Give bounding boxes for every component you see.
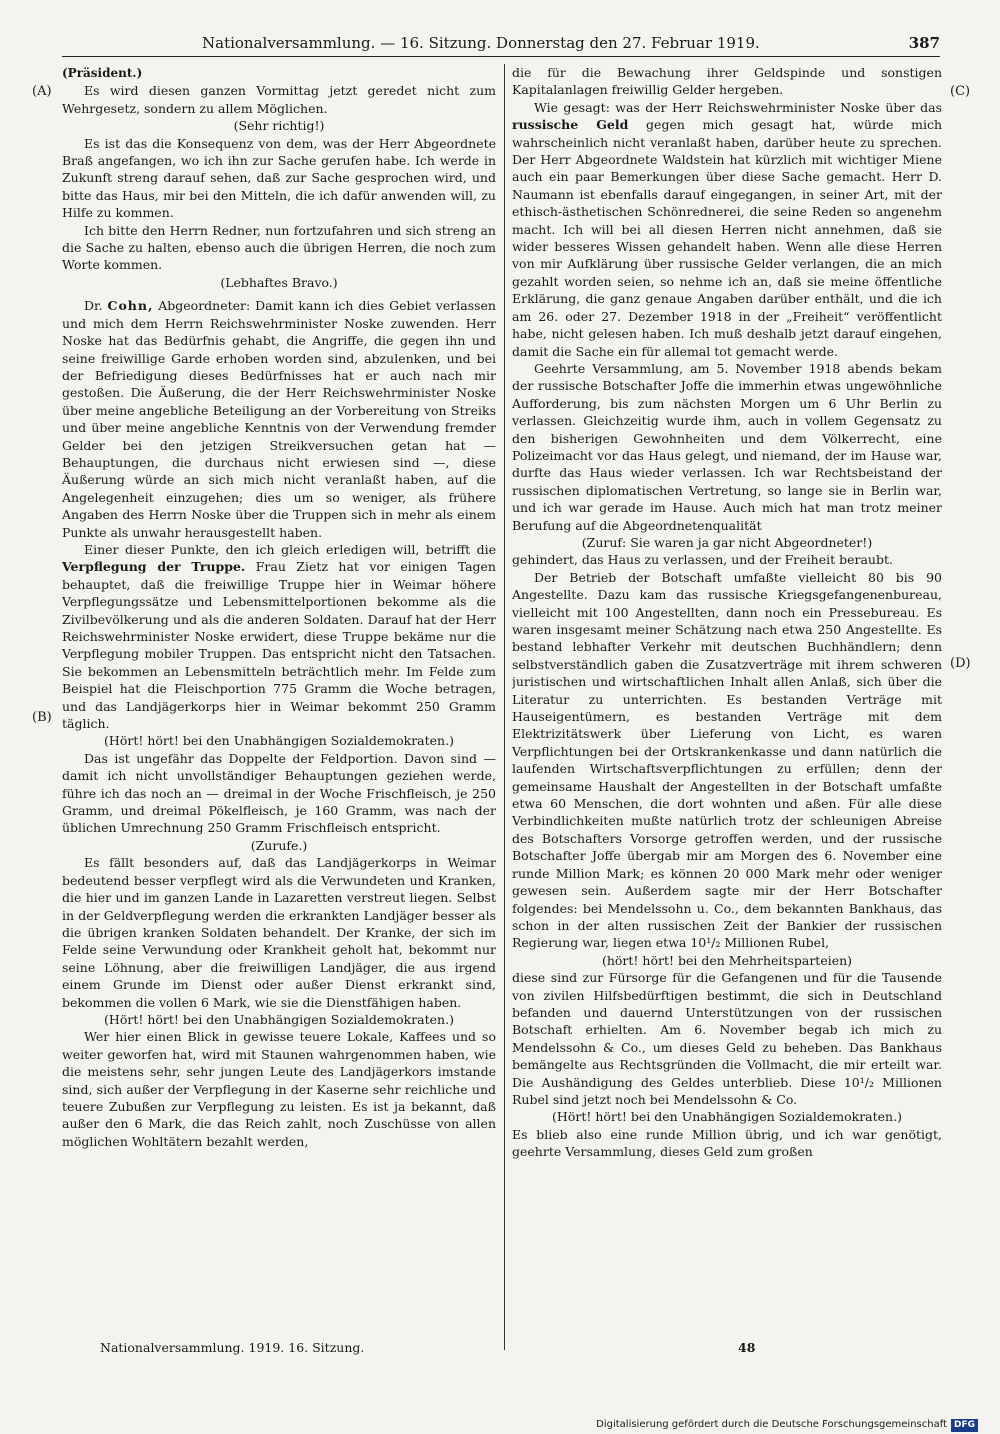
header-title: Nationalversammlung. — 16. Sitzung. Donnerstag den 27. Februar 1919. xyxy=(202,34,760,52)
credit-text: Digitalisierung gefördert durch die Deutsche Forschungsgemeinschaft xyxy=(596,1419,947,1430)
paragraph: Es blieb also eine runde Million übrig, und ich war genötigt, geehrte Versammlung, dieses Geld zum großen xyxy=(512,1126,942,1160)
paragraph: gehindert, das Haus zu verlassen, und der Freiheit beraubt. xyxy=(512,552,893,568)
page-number: 387 xyxy=(908,34,940,52)
interjection: (Hört! hört! bei den Unabhängigen Sozialdemokraten.) xyxy=(552,1109,902,1125)
interjection: (Zurufe.) xyxy=(250,837,308,853)
speaker-name: Cohn, xyxy=(107,298,154,314)
right-column xyxy=(512,64,942,1350)
bold-phrase: Verpflegung der Truppe. xyxy=(62,559,246,575)
paragraph: Der Betrieb der Botschaft umfaßte vielleicht 80 bis 90 Angestellte. Dazu kam das russische Kriegsgefangenenbureau, vielleicht mit 100 Angestellten, dann noch ein Pressebureau. Es waren insgesamt meiner Schätzung nach etwa 250 Angestellte. Es bestand lebhafter Verkehr mit deutschen Buchhändlern; denn selbstverständlich gaben die Zusatzverträge mit ihrem schweren juristischen und wirtschaftlichen Inhalt allen Anlaß, sich über die Literatur zu unterrichten. Es bestanden Verträge mit Hauseigentümern, es bestanden Verträge mit dem Elektrizitätswerk über Lieferung von Licht, es waren Verpflichtungen bei der Ortskrankenkasse und dann natürlich die laufenden Wirtschaftsverpflichtungen zu erfüllen; denn der gemeinsame Haushalt der Angestellten in der Botschaft umfaßte etwa 60 Menschen, die dort wohnten und aßen. Für alle diese Verbindlichkeiten mußte natürlich trotz der schleunigen Abreise des Botschafters Vorsorge getroffen werden, und der russische Botschafter Joffe übergab mir am Morgen des 6. November eine runde Million Mark; es können 20 000 Mark mehr oder weniger gewesen sein. Außerdem sagte mir der Herr Botschafter folgendes: bei Mendelssohn u. Co., dem bekannten Bankhaus, das schon in der alten russischen Zeit der Bankier der russischen Regierung war, liegen etwa 10¹/₂ Millionen Rubel, xyxy=(512,569,942,951)
interjection: (Hört! hört! bei den Unabhängigen Sozialdemokraten.) xyxy=(104,1011,454,1027)
paragraph: Wer hier einen Blick in gewisse teuere Lokale, Kaffees und so weiter geworfen hat, wird mit Staunen wahrgenommen haben, wie die meistens sehr, sehr jungen Leute des Landjägerkors imstande sind, sich außer der Verpflegung in der Kaserne sehr reichliche und teuere Zubußen zur Verpflegung zu leisten. Es ist ja bekannt, daß außer den 6 Mark, die das Reich zahlt, noch Zuschüsse von allen möglichen Wohltätern bezahlt werden, xyxy=(62,1029,496,1149)
paragraph: Das ist ungefähr das Doppelte der Feldportion. Davon sind — damit ich nicht unvollständiger Behauptungen geziehen werde, führe ich das noch an — dreimal in der Woche Frischfleisch, je 250 Gramm, und dreimal Pökelfleisch, je 160 Gramm, was nach der üblichen Umrechnung 250 Gramm Frischfleisch entspricht. xyxy=(62,750,496,836)
digitization-credit xyxy=(596,1418,978,1432)
paragraph: Es fällt besonders auf, daß das Landjägerkorps in Weimar bedeutend besser verpflegt wird als die Verwundeten und Kranken, die hier und im ganzen Lande in Lazaretten verstreut liegen. Selbst in der Geldverpflegung werden die erkrankten Landjäger besser als die übrigen kranken Soldaten behandelt. Der Kranke, der sich im Felde seine Verwundung oder Krankheit geholt hat, bekommt nur seine Löhnung, aber die freiwilligen Landjäger, die aus irgend einem Grunde im Dienst oder außer Dienst erkrankt sind, bekommen die vollen 6 Mark, wie sie die Dienstfähigen haben. xyxy=(62,855,496,1010)
footer-sheet-number: 48 xyxy=(738,1340,756,1355)
interjection: (Zuruf: Sie waren ja gar nicht Abgeordneter!) xyxy=(581,534,873,550)
paragraph: diese sind zur Fürsorge für die Gefangenen und für die Tausende von zivilen Hilfsbedürftigen bestimmt, die sich in Deutschland befanden und dauernd Unterstützungen von der russischen Botschaft erhielten. Am 6. November begab ich mich zu Mendelssohn & Co., um dieses Geld zu beheben. Das Bankhaus bemängelte aus Rechtsgründen die Vollmacht, die mir erteilt war. Die Aushändigung des Geldes unterblieb. Diese 10¹/₂ Millionen Rubel sind jetzt noch bei Mendelssohn & Co. xyxy=(512,970,942,1107)
margin-marker-b: (B) xyxy=(32,710,52,725)
bold-phrase: russische Geld xyxy=(512,117,629,133)
interjection: (Lebhaftes Bravo.) xyxy=(220,274,338,290)
column-divider xyxy=(504,64,505,1350)
paragraph: Wie gesagt: was der Herr Reichswehrminister Noske über das russische Geld gegen mich gesagt hat, würde mich wahrscheinlich nicht veranlaßt haben, darüber heute zu sprechen. Der Herr Abgeordnete Waldstein hat kürzlich mit wichtiger Miene auch ein paar Bemerkungen über diese Sache gemacht. Herr D. Naumann ist ebenfalls darauf eingegangen, in seiner Art, mit der ethisch-ästhetischen Schönrednerei, die seine Reden so angenehm macht. Ich will bei all diesen Herren nicht annehmen, daß sie wider besseres Wissen gehandelt haben. Wenn alle diese Herren von mir Aufklärung über russische Gelder verlangen, die an mich gezahlt worden seien, so nehme ich an, daß sie meine öffentliche Erklärung, die ganz genaue Angaben darüber enthält, und die ich am 26. oder 27. Dezember 1918 in der „Freiheit“ veröffentlicht habe, nicht gelesen haben. Ich muß deshalb jetzt darauf eingehen, damit die Sache ein für allemal tot gemacht werde. xyxy=(512,99,942,359)
margin-marker-c: (C) xyxy=(950,84,971,99)
speech-paragraph: Dr. Cohn, Abgeordneter: Damit kann ich dies Gebiet verlassen und mich dem Herrn Reichswehrminister Noske zuwenden. Herr Noske hat das Bedürfnis gehabt, die Angriffe, die gegen ihn und seine freiwillige Garde erhoben worden sind, abzulenken, und bei der Befriedigung dieses Bedürfnisses hat er auch nach mir gestoßen. Die Äußerung, die der Herr Reichswehrminister Noske über meine angebliche Beteiligung an der Vorbereitung von Streiks und über meine angebliche Kenntnis von der Verwendung fremder Gelder bei den jetzigen Streikversuchen getan hat — Behauptungen, die durchaus nicht erwiesen sind —, diese Äußerung würde an sich mich nicht veranlaßt haben, auf die Angelegenheit einzugehen; dies um so weniger, als frühere Angaben des Herrn Noske über die Truppen sich in mehr als einem Punkte als unwahr herausgestellt haben. xyxy=(62,298,496,540)
margin-marker-d: (D) xyxy=(950,656,971,671)
paragraph: Es wird diesen ganzen Vormittag jetzt geredet nicht zum Wehrgesetz, sondern zu allem Möglichen. xyxy=(62,83,496,116)
paragraph: Einer dieser Punkte, den ich gleich erledigen will, betrifft die Verpflegung der Truppe. Frau Zietz hat vor einigen Tagen behauptet, daß die freiwillige Truppe hier in Weimar höhere Verpflegungssätze und Lebensmittelportionen bekomme als die Zivilbevölkerung und als die anderen Soldaten. Darauf hat der Herr Reichswehrminister Noske erwidert, diese Truppe bekäme nur die Verpflegung mobiler Truppen. Das entspricht nicht den Tatsachen. Sie bekommen an Lebensmitteln beträchtlich mehr. Im Felde zum Beispiel hat die Fleischportion 775 Gramm die Woche betragen, und das Landjägerkorps hier in Weimar bekommt 250 Gramm täglich. xyxy=(62,541,496,732)
page-header xyxy=(62,32,940,57)
interjection: (Sehr richtig!) xyxy=(233,118,325,134)
speaker-label: (Präsident.) xyxy=(62,66,143,80)
left-column xyxy=(62,64,496,1350)
paragraph: die für die Bewachung ihrer Geldspinde und sonstigen Kapitalanlagen freiwillig Gelder hergeben. xyxy=(512,65,942,98)
paragraph: Es ist das die Konsequenz von dem, was der Herr Abgeordnete Braß angefangen, wo ich ihn zur Sache gerufen habe. Ich werde in Zukunft streng darauf sehen, daß zur Sache gesprochen wird, und bitte das Haus, mir bei den Mitteln, die ich dafür anwenden will, zu Hilfe zu kommen. xyxy=(62,135,496,221)
margin-marker-a: (A) xyxy=(32,84,52,99)
interjection: (hört! hört! bei den Mehrheitsparteien) xyxy=(601,952,853,968)
footer-signature: Nationalversammlung. 1919. 16. Sitzung. xyxy=(100,1340,365,1355)
dfg-logo-icon: DFG xyxy=(951,1419,978,1432)
paragraph: Geehrte Versammlung, am 5. November 1918 abends bekam der russische Botschafter Joffe die immerhin etwas ungewöhnliche Aufforderung, bis zum nächsten Morgen um 6 Uhr Berlin zu verlassen. Gleichzeitig wurde ihm, auch in vollem Gegensatz zu den bisherigen Gewohnheiten und dem Völkerrecht, eine Polizeimacht vor das Haus gelegt, und niemand, der im Hause war, durfte das Haus wieder verlassen. Ich war Rechtsbeistand der russischen diplomatischen Vertretung, so lange sie in Berlin war, und ich war gerade im Hause. Auch mich hat man trotz meiner Berufung auf die Abgeordnetenqualität xyxy=(512,360,942,533)
paragraph: Ich bitte den Herrn Redner, nun fortzufahren und sich streng an die Sache zu halten, ebenso auch die übrigen Herren, die noch zum Worte kommen. xyxy=(62,222,496,273)
interjection: (Hört! hört! bei den Unabhängigen Sozialdemokraten.) xyxy=(104,733,454,749)
